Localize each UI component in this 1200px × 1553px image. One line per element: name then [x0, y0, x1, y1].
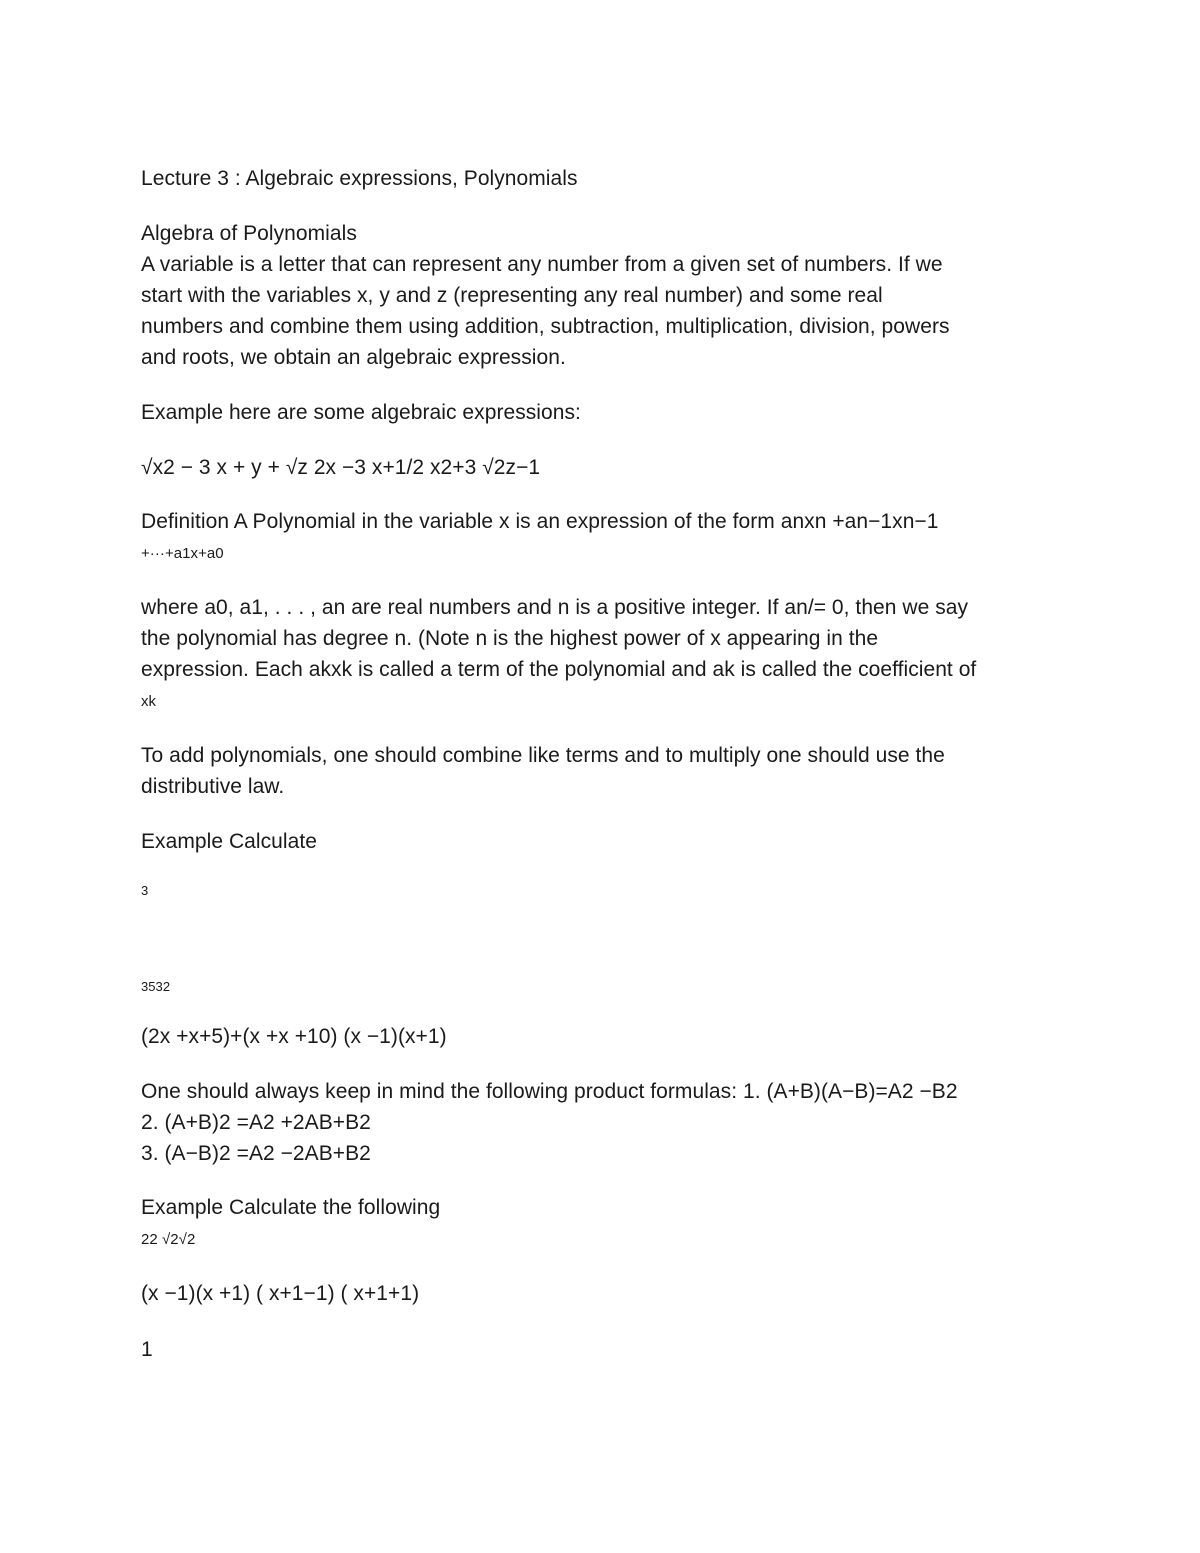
where-line-4: xk — [141, 693, 157, 710]
example-calculate: Example Calculate — [141, 830, 317, 853]
add-line-2: distributive law. — [141, 775, 285, 798]
intro-line-2: start with the variables x, y and z (representing any real number) and some real — [141, 284, 883, 307]
section-heading: Algebra of Polynomials — [141, 222, 357, 245]
formula-line-3: 3. (A−B)2 =A2 −2AB+B2 — [141, 1142, 371, 1165]
intro-line-3: numbers and combine them using addition, subtraction, multiplication, division, powers — [141, 315, 950, 338]
example-intro: Example here are some algebraic expressions: — [141, 401, 581, 424]
exponent-line-2: 3532 — [141, 979, 171, 994]
definition-line-2: +···+a1x+a0 — [141, 545, 224, 562]
add-line-1: To add polynomials, one should combine like terms and to multiply one should use the — [141, 744, 945, 767]
where-line-2: the polynomial has degree n. (Note n is the highest power of x appearing in the — [141, 627, 879, 650]
page-number: 1 — [141, 1338, 153, 1361]
calculation-line-2: (x −1)(x +1) ( x+1−1) ( x+1+1) — [141, 1282, 420, 1305]
where-line-3: expression. Each akxk is called a term of the polynomial and ak is called the coefficient of — [141, 658, 977, 681]
intro-line-1: A variable is a letter that can represent any number from a given set of numbers. If we — [141, 253, 943, 276]
formula-line-1: One should always keep in mind the following product formulas: 1. (A+B)(A−B)=A2 −B2 — [141, 1080, 958, 1103]
definition-line-1: Definition A Polynomial in the variable x is an expression of the form anxn +an−1xn−1 — [141, 510, 939, 533]
small-exponent-line: 22 √2√2 — [141, 1231, 196, 1248]
intro-line-4: and roots, we obtain an algebraic expression. — [141, 346, 566, 369]
expressions-line: √x2 − 3 x + y + √z 2x −3 x+1/2 x2+3 √2z−1 — [141, 456, 541, 479]
example-following: Example Calculate the following — [141, 1196, 441, 1219]
formula-line-2: 2. (A+B)2 =A2 +2AB+B2 — [141, 1111, 371, 1134]
exponent-line-1: 3 — [141, 883, 149, 898]
where-line-1: where a0, a1, . . . , an are real numbers and n is a positive integer. If an/= 0, then we say — [141, 596, 969, 619]
calculation-line-1: (2x +x+5)+(x +x +10) (x −1)(x+1) — [141, 1025, 447, 1048]
lecture-title: Lecture 3 : Algebraic expressions, Polynomials — [141, 167, 578, 190]
